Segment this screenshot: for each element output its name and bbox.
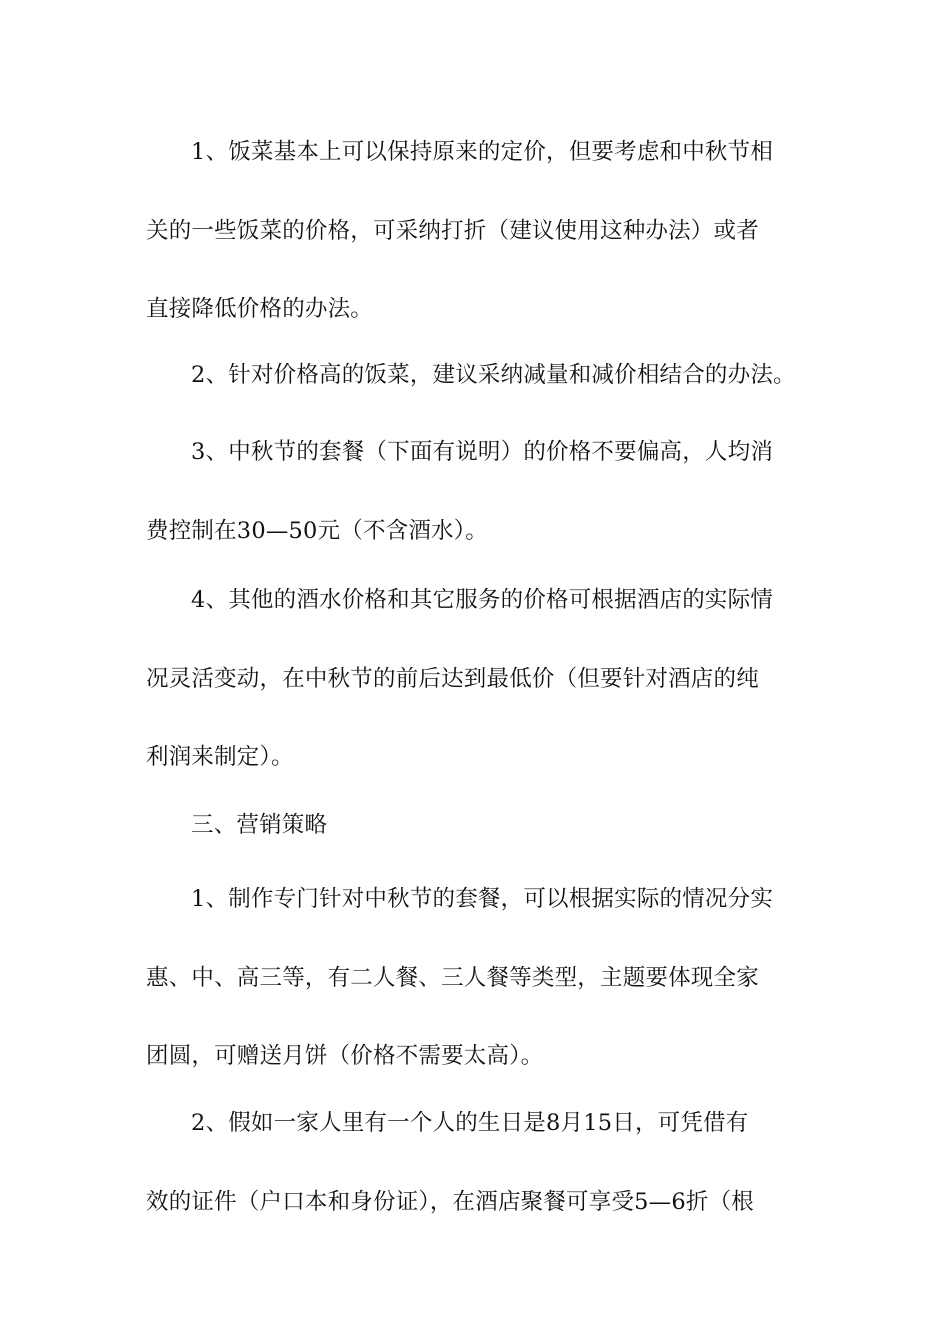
paragraph-pricing-1 [146, 113, 836, 349]
text-line: 关的一些饭菜的价格，可采纳打折（建议使用这种办法）或者 [146, 217, 759, 244]
text-line: 团圆，可赠送月饼（价格不需要太高）。 [146, 1043, 544, 1069]
text-line: 2、假如一家人里有一个人的生日是8月15日，可凭借有 [191, 1110, 749, 1136]
paragraph-pricing-2 [146, 336, 836, 415]
heading-text: 三、营销策略 [191, 812, 328, 838]
paragraph-strategy-1 [146, 860, 836, 1096]
text-line: 4、其他的酒水价格和其它服务的价格可根据酒店的实际情 [191, 587, 774, 613]
text-line: 1、制作专门针对中秋节的套餐，可以根据实际的情况分实 [191, 886, 774, 912]
text-line: 3、中秋节的套餐（下面有说明）的价格不要偏高，人均消 [191, 439, 774, 465]
section-heading-marketing-strategy [146, 786, 836, 865]
paragraph-strategy-2 [146, 1084, 836, 1241]
text-line: 利润来制定）。 [146, 744, 294, 770]
text-line: 惠、中、高三等，有二人餐、三人餐等类型，主题要体现全家 [146, 964, 759, 991]
text-line: 效的证件（户口本和身份证），在酒店聚餐可享受5—6折（根 [146, 1188, 754, 1215]
text-line: 费控制在30—50元（不含酒水）。 [146, 517, 488, 544]
paragraph-pricing-4 [146, 561, 836, 797]
text-line: 直接降低价格的办法。 [146, 296, 374, 322]
text-line: 1、饭菜基本上可以保持原来的定价，但要考虑和中秋节相 [191, 139, 774, 165]
text-line: 况灵活变动，在中秋节的前后达到最低价（但要针对酒店的纯 [146, 665, 759, 692]
text-line: 2、针对价格高的饭菜，建议采纳减量和减价相结合的办法。 [191, 362, 796, 388]
paragraph-pricing-3 [146, 413, 836, 570]
